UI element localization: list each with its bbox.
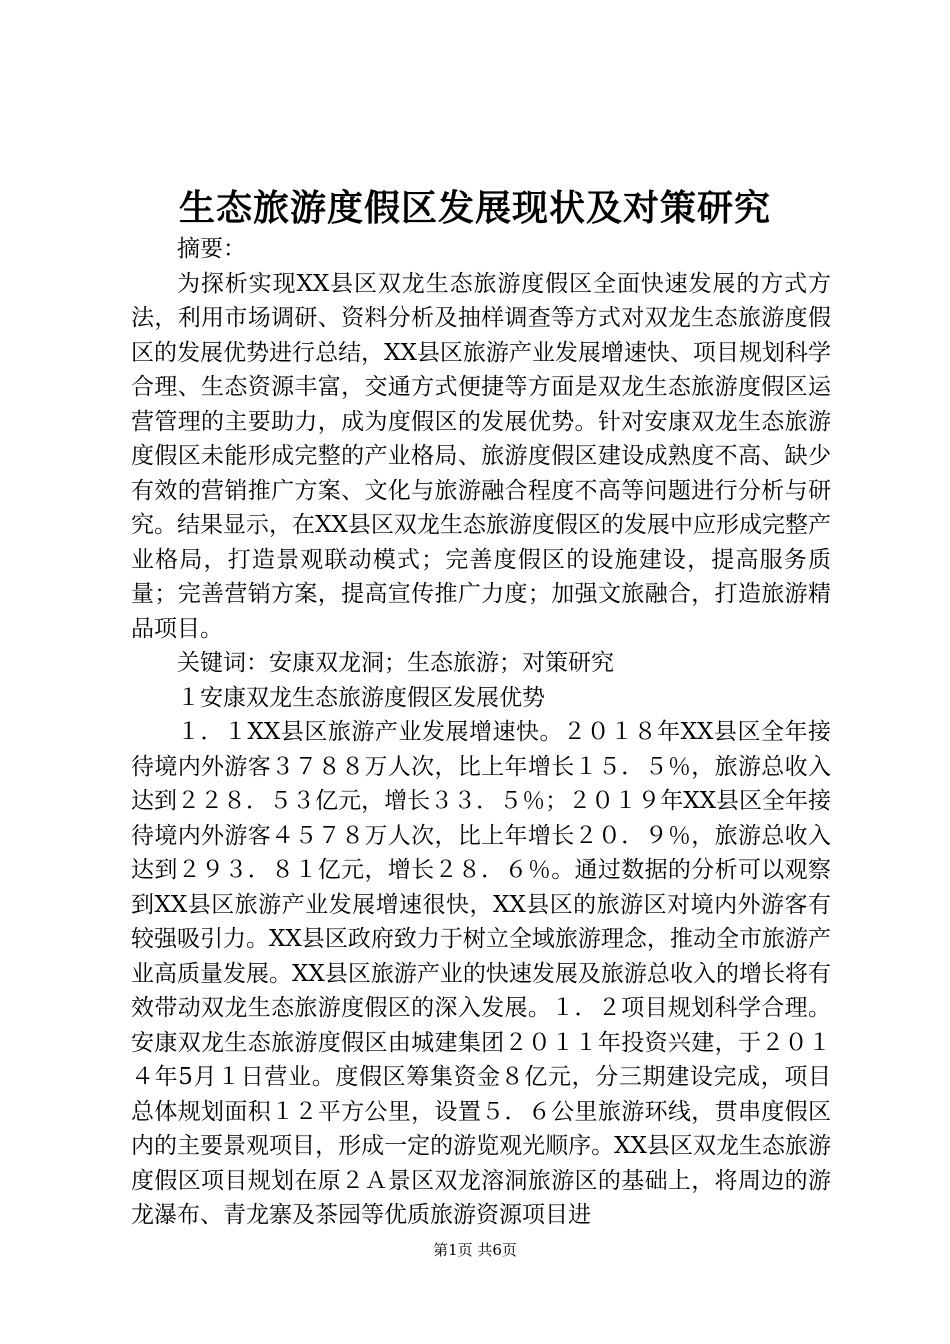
document-body [131,232,831,1233]
abstract-label: 摘要： [177,236,246,262]
abstract-paragraph: 为探析实现XX县区双龙生态旅游度假区全面快速发展的方式方法，利用市场调研、资料分析及抽样调查等方式对双龙生态旅游度假区的发展优势进行总结，XX县区旅游产业发展增速快、项目规划科学合理、生态资源丰富，交通方式便捷等方面是双龙生态旅游度假区运营管理的主要助力，成为度假区的发展优势。针对安康双龙生态旅游度假区未能形成完整的产业格局、旅游度假区建设成熟度不高、缺少有效的营销推广方案、文化与旅游融合程度不高等问题进行分析与研究。结果显示，在XX县区双龙生态旅游度假区的发展中应形成完整产业格局，打造景观联动模式；完善度假区的设施建设，提高服务质量；完善营销方案，提高宣传推广力度；加强文旅融合，打造旅游精品项目。 [131,270,831,642]
page-number-footer: 第1页 共6页 [433,1241,517,1259]
document-title: 生态旅游度假区发展现状及对策研究 [178,187,771,229]
keywords-line: 关键词：安康双龙洞；生态旅游；对策研究 [177,650,614,676]
section-paragraph: １．１XX县区旅游产业发展增速快。２０１８年XX县区全年接待境内外游客３７８８万人次，比上年增长１５．５％，旅游总收入达到２２８．５３亿元，增长３３．５％；２０１９年XX县区全年接待境内外游客４５７８万人次，比上年增长２０．９％，旅游总收入达到２９３．８１亿元，增长２８．６％。通过数据的分析可以观察到XX县区旅游产业发展增速很快，XX县区的旅游区对境内外游客有较强吸引力。XX县区政府致力于树立全域旅游理念，推动全市旅游产业高质量发展。XX县区旅游产业的快速发展及旅游总收入的增长将有效带动双龙生态旅游度假区的深入发展。１．２项目规划科学合理。安康双龙生态旅游度假区由城建集团２０１１年投资兴建，于２０１４年5月１日营业。度假区筹集资金８亿元，分三期建设完成，项目总体规划面积１２平方公里，设置５．６公里旅游环线，贯串度假区内的主要景观项目，形成一定的游览观光顺序。XX县区双龙生态旅游度假区项目规划在原２Ａ景区双龙溶洞旅游区的基础上，将周边的游龙瀑布、青龙寨及茶园等优质旅游资源项目进 [131,719,831,1228]
section-heading: １安康双龙生态旅游度假区发展优势 [177,684,545,711]
